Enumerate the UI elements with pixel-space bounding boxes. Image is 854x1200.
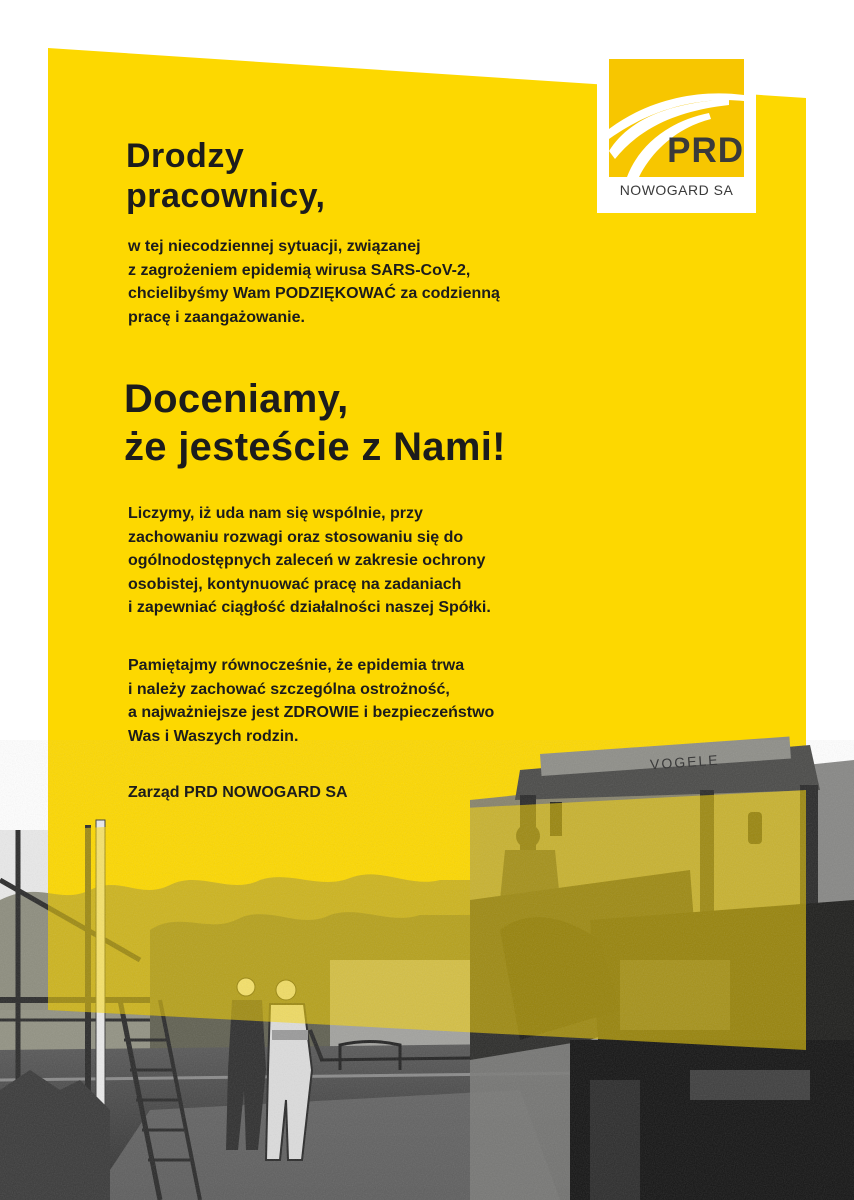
- paragraph-line: Was i Waszych rodzin.: [128, 727, 299, 745]
- intro-line: pracę i zaangażowanie.: [128, 308, 305, 326]
- prd-logo: [597, 49, 756, 213]
- body-paragraph-1: [128, 502, 688, 620]
- paragraph-line: Liczymy, iż uda nam się wspólnie, przy: [128, 505, 423, 522]
- headline-line: że jesteście z Nami!: [124, 425, 506, 469]
- intro-line: chcielibyśmy Wam PODZIĘKOWAĆ za codzienną: [128, 285, 500, 302]
- body-paragraph-2: [128, 654, 688, 748]
- paragraph-line: a najważniejsze jest ZDROWIE i bezpieczeństwo: [128, 704, 495, 721]
- paragraph-line: Pamiętajmy równocześnie, że epidemia trwa: [128, 657, 465, 674]
- intro-line: w tej niecodziennej sytuacji, związanej: [128, 238, 421, 255]
- paragraph-line: osobistej, kontynuować pracę na zadaniach: [128, 575, 462, 593]
- logo-name: PRD: [667, 131, 744, 170]
- greeting-line: pracownicy,: [126, 177, 326, 215]
- greeting-line: Drodzy: [126, 137, 245, 175]
- machine-brand-label: VOGELE: [649, 751, 721, 773]
- intro-paragraph: [128, 235, 688, 329]
- paragraph-line: ogólnodostępnych zaleceń w zakresie ochrony: [128, 552, 486, 569]
- intro-line: z zagrożeniem epidemią wirusa SARS-CoV-2,: [128, 261, 471, 279]
- logo-subtitle: NOWOGARD SA: [619, 182, 734, 198]
- headline: [124, 375, 744, 471]
- signature: Zarząd PRD NOWOGARD SA: [128, 784, 348, 801]
- headline-line: Doceniamy,: [124, 377, 349, 421]
- greeting-heading: [126, 136, 486, 216]
- paragraph-line: i należy zachować szczególna ostrożność,: [128, 680, 450, 698]
- paragraph-line: i zapewniać ciągłość działalności naszej Spółki.: [128, 599, 491, 616]
- paragraph-line: zachowaniu rozwagi oraz stosowaniu się do: [128, 528, 464, 546]
